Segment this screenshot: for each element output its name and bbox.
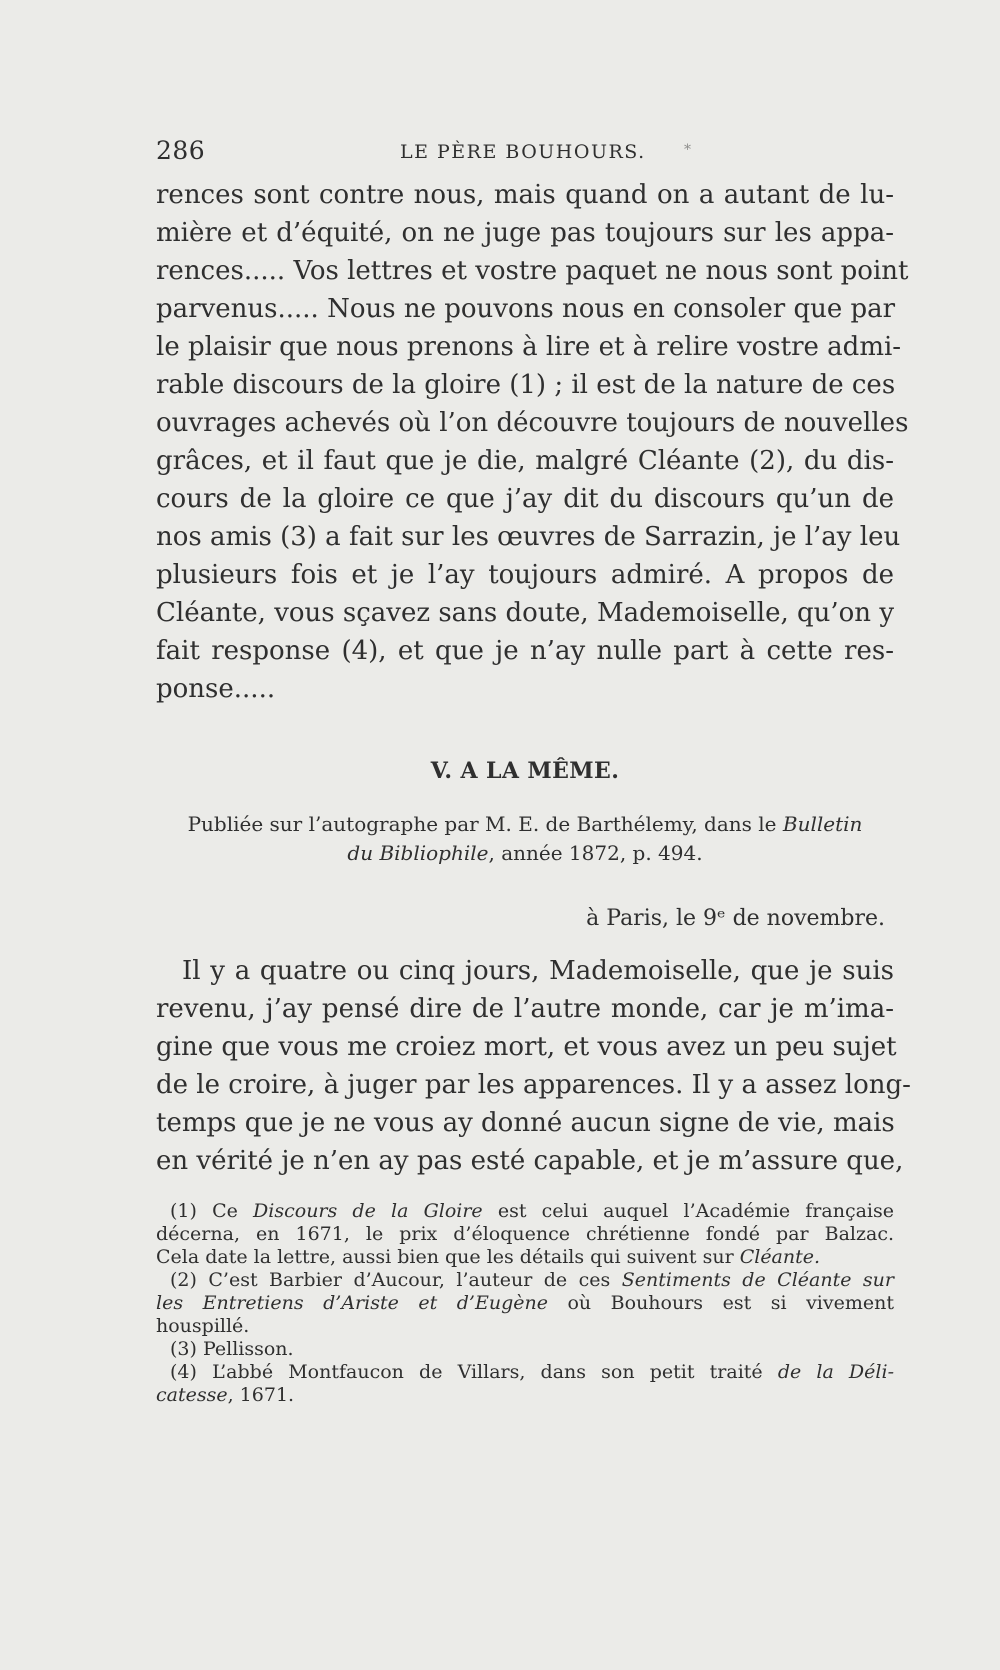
text-line: parvenus..... Nous ne pouvons nous en consoler que par [156,294,896,324]
footnote-text: où Bouhours est si vivement [547,1292,894,1314]
running-title: LE PÈRE BOUHOURS. [400,141,646,163]
source-note-line [156,810,894,839]
footnote-line [156,1246,894,1269]
letter-paragraph [156,952,911,1180]
footnote-text: (4) L’abbé Montfaucon de Villars, dans son petit traité [170,1361,778,1383]
footnote-line: houspillé. [156,1315,250,1337]
source-note-text: Publiée sur l’autographe par M. E. de Barthélemy, dans le [187,812,783,836]
source-note-italic: du Bibliophile [347,841,489,865]
footnotes [156,1200,894,1407]
page-header [156,136,896,168]
text-line: ponse..... [156,674,276,704]
printer-mark: * [684,142,691,158]
section-heading: V. A LA MÊME. [430,758,620,784]
text-line: Il y a quatre ou cinq jours, Mademoiselle, que je suis [182,956,894,986]
source-note-line [156,839,894,868]
text-line: le plaisir que nous prenons à lire et à relire vostre admi- [156,332,902,362]
footnote-italic: Sentiments de Cléante sur [621,1269,894,1291]
footnote-italic: catesse [156,1384,228,1406]
footnote-text: (2) C’est Barbier d’Aucour, l’auteur de ces [170,1269,622,1291]
text-line: cours de la gloire ce que j’ay dit du discours qu’un de [156,484,894,514]
text-line: ouvrages achevés où l’on découvre toujours de nouvelles [156,408,909,438]
text-line: rences..... Vos lettres et vostre paquet ne nous sont point [156,256,909,286]
footnote-text: Cela date la lettre, aussi bien que les détails qui suivent sur [156,1246,740,1268]
footnote-text: , 1671. [227,1384,295,1406]
footnote-1 [156,1200,894,1269]
text-line: en vérité je n’en ay pas esté capable, et je m’assure que, [156,1146,904,1176]
footnote-3 [156,1338,894,1361]
footnote-italic: Discours de la Gloire [253,1200,483,1222]
text-line: gine que vous me croiez mort, et vous avez un peu sujet [156,1032,897,1062]
text-line: revenu, j’ay pensé dire de l’autre monde, car je m’ima- [156,994,894,1024]
text-line: plusieurs fois et je l’ay toujours admiré. A propos de [156,560,894,590]
source-note [156,810,894,868]
dateline: à Paris, le 9ᵉ de novembre. [586,906,885,931]
text-line: de le croire, à juger par les apparences. Il y a assez long- [156,1070,911,1100]
text-line: rable discours de la gloire (1) ; il est de la nature de ces [156,370,896,400]
footnote-line [156,1200,894,1223]
text-line: fait response (4), et que je n’ay nulle part à cette res- [156,636,894,666]
text-line: nos amis (3) a fait sur les œuvres de Sarrazin, je l’ay leu [156,522,901,552]
page-number: 286 [156,136,206,165]
text-line: Cléante, vous sçavez sans doute, Mademoiselle, qu’on y [156,598,895,628]
footnote-italic: les Entretiens d’Ariste et d’Eugène [156,1292,548,1314]
footnote-italic: Cléante. [739,1246,821,1268]
footnote-line [156,1269,894,1292]
top-paragraph [156,176,909,708]
footnote-line: (3) Pellisson. [170,1338,294,1360]
text-line: temps que je ne vous ay donné aucun signe de vie, mais [156,1108,895,1138]
footnote-4 [156,1361,894,1407]
source-note-italic: Bulletin [782,812,863,836]
footnote-2 [156,1269,894,1338]
source-note-text: , année 1872, p. 494. [488,841,703,865]
footnote-text: (1) Ce [170,1200,254,1222]
text-line: grâces, et il faut que je die, malgré Cléante (2), du dis- [156,446,894,476]
text-line: rences sont contre nous, mais quand on a autant de lu- [156,180,894,210]
text-line: mière et d’équité, on ne juge pas toujours sur les appa- [156,218,894,248]
footnote-italic: de la Déli- [777,1361,894,1383]
footnote-text: est celui auquel l’Académie française [482,1200,894,1222]
footnote-line [156,1361,894,1384]
footnote-line [156,1384,894,1407]
footnote-line: décerna, en 1671, le prix d’éloquence chrétienne fondé par Balzac. [156,1223,894,1245]
footnote-line [156,1292,894,1315]
